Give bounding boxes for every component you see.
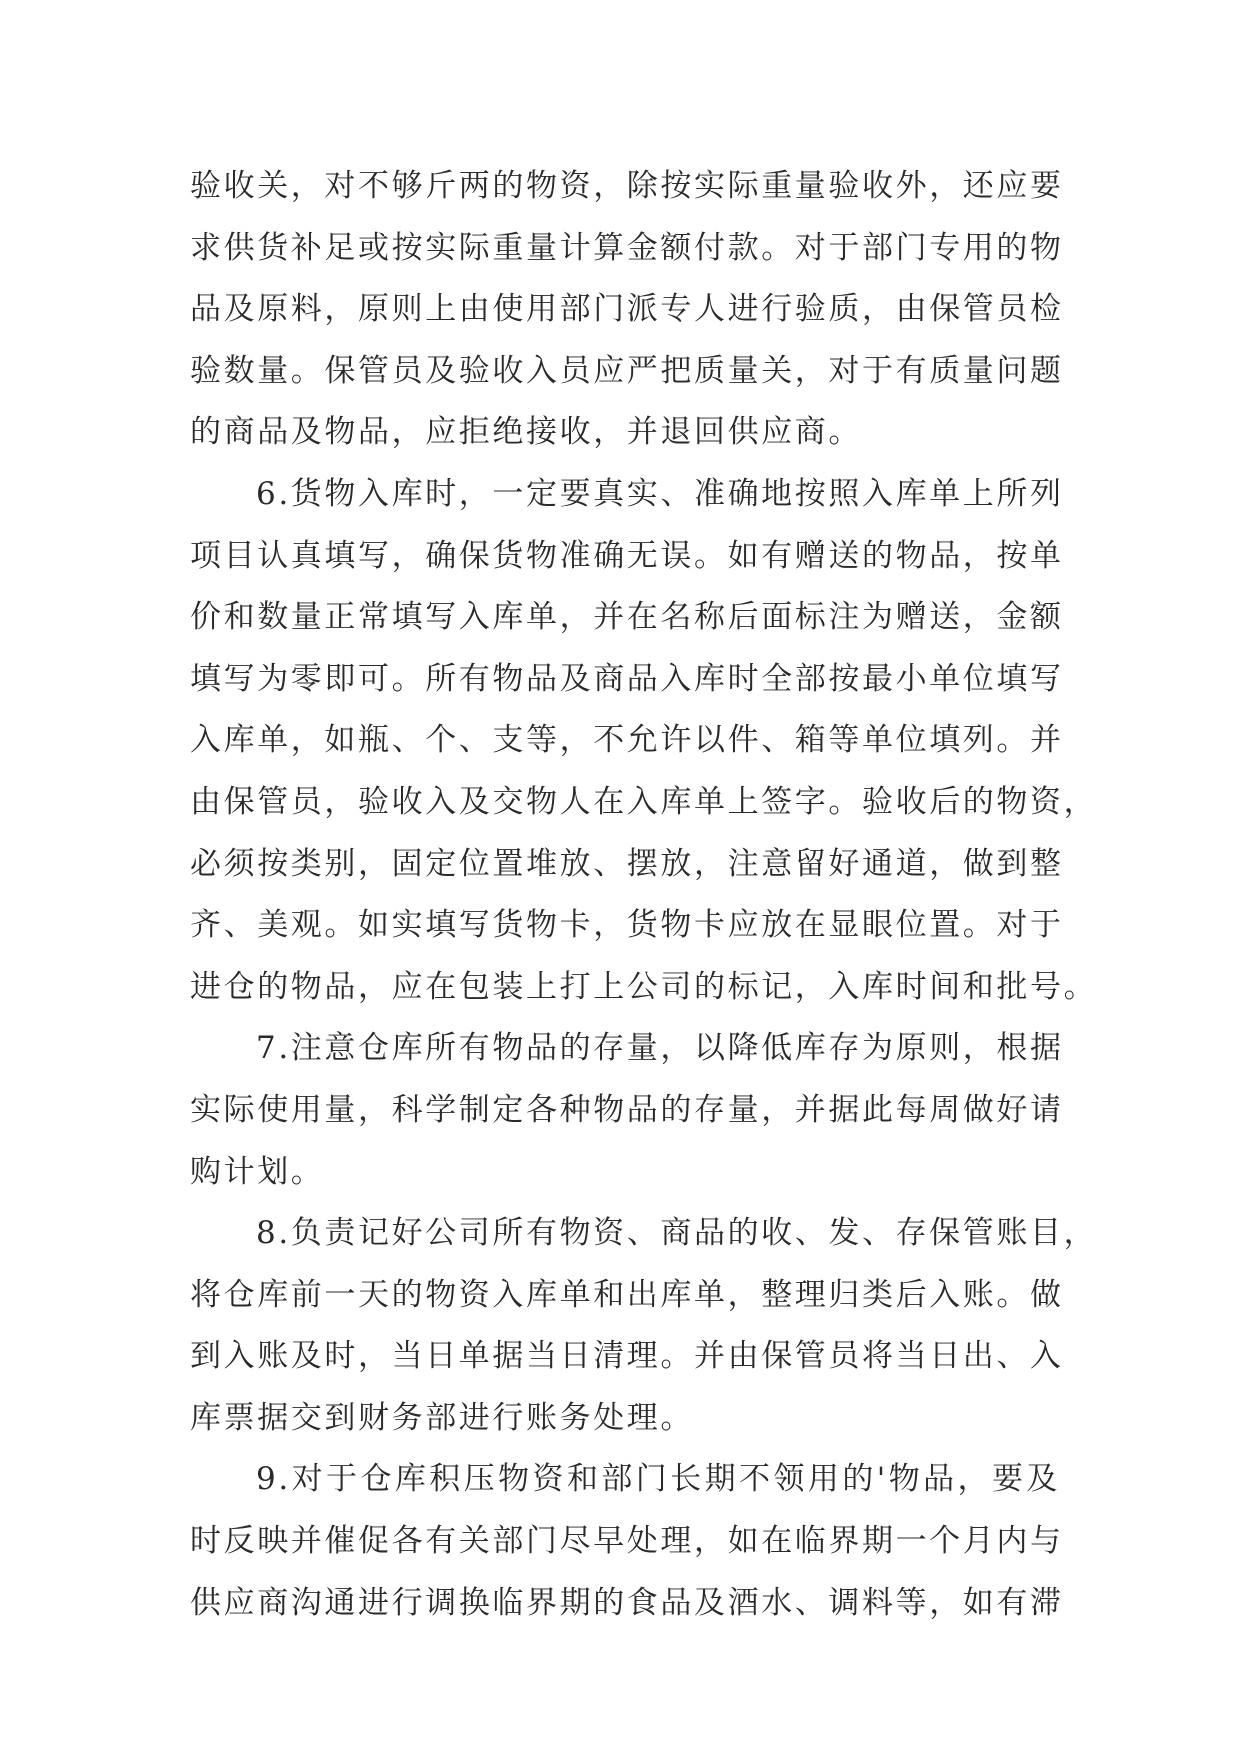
text-line: 齐、美观。如实填写货物卡，货物卡应放在显眼位置。对于 (190, 907, 1064, 944)
text-line: 的商品及物品，应拒绝接收，并退回供应商。 (190, 414, 862, 451)
text-line: 8.负责记好公司所有物资、商品的收、发、存保管账目， (256, 1215, 1098, 1252)
text-line: 品及原料，原则上由使用部门派专人进行验质，由保管员检 (190, 291, 1064, 328)
text-line: 将仓库前一天的物资入库单和出库单，整理归类后入账。做 (190, 1276, 1064, 1313)
text-line: 购计划。 (190, 1153, 325, 1190)
text-line: 验数量。保管员及验收入员应严把质量关，对于有质量问题 (190, 352, 1064, 389)
text-line: 价和数量正常填写入库单，并在名称后面标注为赠送，金额 (190, 599, 1064, 636)
text-line: 由保管员，验收入及交物人在入库单上签字。验收后的物资， (190, 783, 1098, 820)
text-line: 实际使用量，科学制定各种物品的存量，并据此每周做好请 (190, 1091, 1064, 1128)
text-line: 验收关，对不够斤两的物资，除按实际重量验收外，还应要 (190, 168, 1064, 204)
text-line: 到入账及时，当日单据当日清理。并由保管员将当日出、入 (190, 1338, 1064, 1375)
text-line: 9.对于仓库积压物资和部门长期不领用的'物品，要及 (256, 1461, 1060, 1498)
text-line: 7.注意仓库所有物品的存量，以降低库存为原则，根据 (256, 1030, 1064, 1067)
text-line: 6.货物入库时，一定要真实、准确地按照入库单上所列 (256, 475, 1064, 512)
text-line: 项目认真填写，确保货物准确无误。如有赠送的物品，按单 (190, 537, 1064, 574)
text-line: 入库单，如瓶、个、支等，不允许以件、箱等单位填列。并 (190, 722, 1064, 759)
text-line: 必须按类别，固定位置堆放、摆放，注意留好通道，做到整 (190, 845, 1064, 882)
text-line: 求供货补足或按实际重量计算金额付款。对于部门专用的物 (190, 229, 1064, 266)
text-line: 填写为零即可。所有物品及商品入库时全部按最小单位填写 (190, 660, 1064, 697)
text-line: 进仓的物品，应在包装上打上公司的标记，入库时间和批号。 (190, 968, 1098, 1005)
text-line: 库票据交到财务部进行账务处理。 (190, 1399, 694, 1436)
text-line: 供应商沟通进行调换临界期的食品及酒水、调料等，如有滞 (190, 1584, 1064, 1621)
text-line: 时反映并催促各有关部门尽早处理，如在临界期一个月内与 (190, 1523, 1064, 1560)
body-text (190, 156, 1098, 1634)
